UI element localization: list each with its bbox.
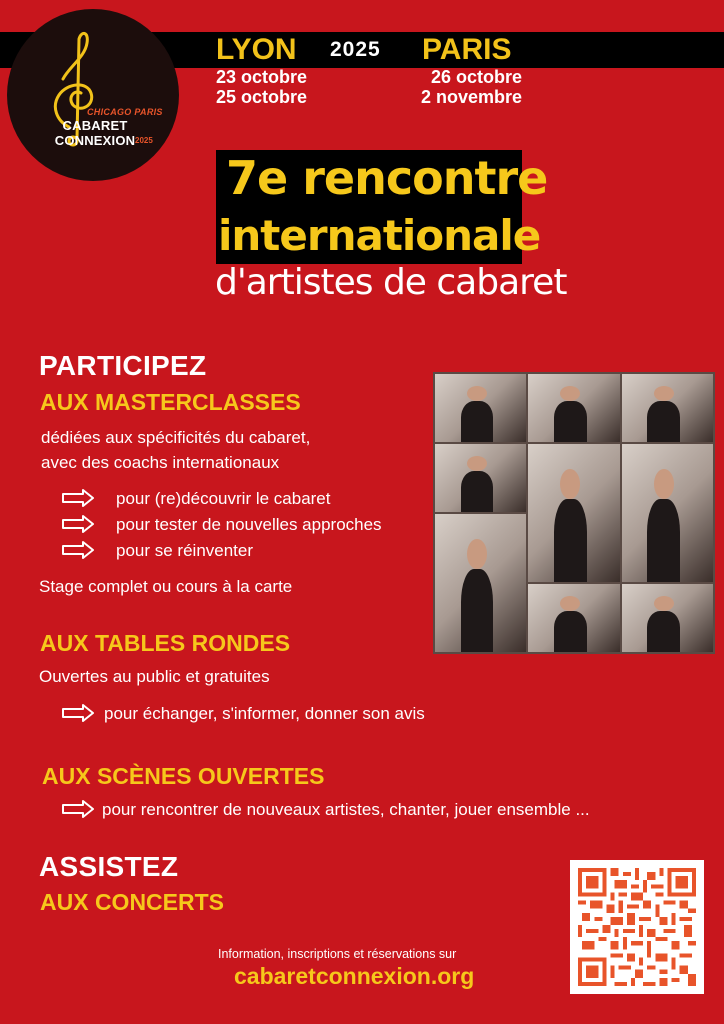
concerts-heading: AUX CONCERTS: [40, 889, 225, 915]
photo: [622, 374, 713, 442]
cabaret-connexion-logo: [7, 9, 179, 181]
participez-heading: PARTICIPEZ: [39, 350, 207, 381]
masterclasses-bullet-1: pour (re)découvrir le cabaret: [116, 489, 331, 508]
photo: [435, 514, 526, 652]
masterclasses-desc-2: avec des coachs internationaux: [41, 453, 280, 472]
photo: [435, 374, 526, 442]
tables-rondes-heading: AUX TABLES RONDES: [40, 630, 291, 656]
photo: [528, 584, 619, 652]
date-lyon-1: 23 octobre: [216, 67, 308, 87]
arrow-right-icon: [61, 800, 95, 818]
masterclasses-note: Stage complet ou cours à la carte: [39, 577, 293, 596]
arrow-right-icon: [61, 541, 95, 559]
city-lyon: LYON: [216, 33, 297, 66]
photo: [622, 444, 713, 582]
treble-clef-icon: [7, 9, 179, 181]
arrow-right-icon: [61, 704, 95, 722]
logo-line-3: 2025: [135, 136, 153, 145]
qr-code[interactable]: [570, 860, 704, 994]
arrow-right-icon: [61, 489, 95, 507]
scenes-ouvertes-bullet: pour rencontrer de nouveaux artistes, chanter, jouer ensemble ...: [102, 800, 590, 819]
photo: [528, 444, 619, 582]
masterclasses-heading: AUX MASTERCLASSES: [40, 389, 301, 415]
masterclasses-bullet-3: pour se réinventer: [116, 541, 254, 560]
footer-info: Information, inscriptions et réservations sur: [218, 947, 457, 961]
title-line-2: internationale: [218, 211, 541, 260]
masterclasses-desc-1: dédiées aux spécificités du cabaret,: [41, 428, 311, 447]
tables-rondes-desc: Ouvertes au public et gratuites: [39, 667, 270, 686]
logo-line-1: CHICAGO PARIS: [87, 107, 163, 117]
logo-line-2: CABARET CONNEXION: [54, 118, 136, 148]
tables-rondes-bullet: pour échanger, s'informer, donner son avis: [104, 704, 425, 723]
title-subtitle: d'artistes de cabaret: [215, 262, 567, 303]
date-lyon-2: 25 octobre: [216, 87, 308, 107]
scenes-ouvertes-heading: AUX SCÈNES OUVERTES: [42, 763, 325, 789]
city-paris: PARIS: [422, 33, 512, 66]
year-label: 2025: [330, 38, 381, 61]
photo-collage: [433, 372, 715, 654]
photo: [622, 584, 713, 652]
date-paris-2: 2 novembre: [420, 87, 522, 107]
arrow-right-icon: [61, 515, 95, 533]
masterclasses-bullet-2: pour tester de nouvelles approches: [116, 515, 382, 534]
photo: [528, 374, 619, 442]
assistez-heading: ASSISTEZ: [39, 851, 179, 882]
title-line-1: 7e rencontre: [226, 151, 548, 205]
website-link[interactable]: cabaretconnexion.org: [234, 963, 475, 989]
date-paris-1: 26 octobre: [430, 67, 522, 87]
qr-code-icon: [578, 868, 696, 986]
photo: [435, 444, 526, 512]
